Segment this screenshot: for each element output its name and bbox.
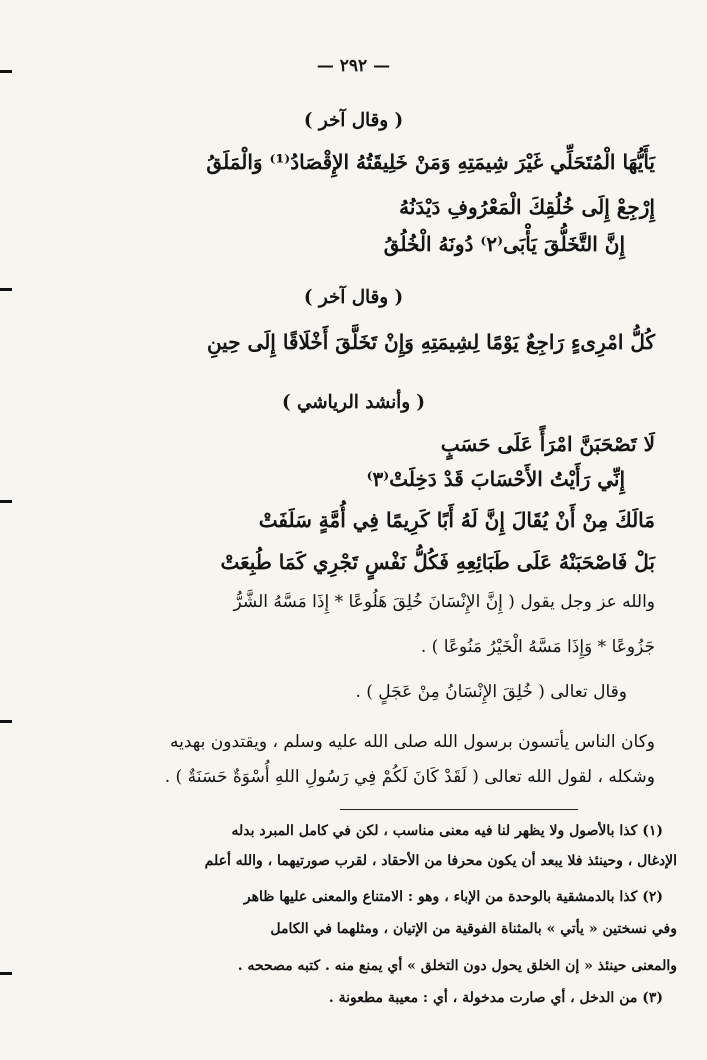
footnote-line: (٢) كذا بالدمشقية بالوحدة من الإباء ، وهو : الامتناع والمعنى عليها ظاهر (243, 889, 663, 905)
prose-line: وكان الناس يأتسون برسول الله صلى الله عليه وسلم ، ويقتدون بهديه (170, 732, 655, 752)
page-number: — ٢٩٢ — (316, 56, 391, 76)
verse-line: مَالَكَ مِنْ أَنْ يُقَالَ إِنَّ لَهُ أَبًا كَرِيمًا فِي أُمَّةٍ سَلَفَتْ (258, 508, 655, 532)
page-edge-mark (0, 720, 12, 723)
footnote-line: والمعنى حينئذ « إن الخلق يحول دون التخلق » أي يمنع منه . كتبه مصححه . (237, 958, 677, 974)
section-heading: ( وأنشد الرياشي ) (281, 392, 426, 413)
footnote-line: الإدغال ، وحينئذ فلا يبعد أن يكون محرفا من الأحقاد ، لقرب صورتيهما ، والله أعلم (204, 853, 677, 869)
footnote-line: (١) كذا بالأصول ولا يظهر لنا فيه معنى مناسب ، لكن في كامل المبرد بدله (231, 823, 663, 839)
footnote-line: وفي نسختين « يأتي » بالمثناة الفوقية من الإتيان ، ومثلهما في الكامل (270, 921, 677, 937)
footnote-line: (٣) من الدخل ، أي صارت مدخولة ، أي : معيبة مطعونة . (328, 990, 663, 1006)
section-heading: ( وقال آخر ) (303, 110, 404, 131)
page-edge-mark (0, 500, 12, 503)
section-heading: ( وقال آخر ) (303, 287, 404, 308)
verse-line: إِنَّ التَّخَلُّقَ يَأْبَى⁽٢⁾ دُونَهُ الْخُلُقُ (383, 232, 625, 256)
prose-line: وقال تعالى ( خُلِقَ الإِنْسَانُ مِنْ عَجَلٍ ) . (355, 682, 627, 702)
verse-line: بَلْ فَاصْحَبَنْهُ عَلَى طَبَائِعِهِ فَكُلُّ نَفْسٍ تَجْرِي كَمَا طُبِعَتْ (220, 550, 655, 574)
prose-line: وشكله ، لقول الله تعالى ( لَقَدْ كَانَ لَكُمْ فِي رَسُولِ اللهِ أُسْوَةٌ حَسَنَةٌ ) . (164, 767, 655, 787)
page-edge-mark (0, 972, 12, 975)
verse-line: كُلُّ امْرِىءٍ رَاجِعٌ يَوْمًا لِشِيمَتِهِ وَإِنْ تَخَلَّقَ أَخْلَاقًا إِلَى حِينِ (206, 330, 655, 354)
verse-line: إِرْجِعْ إِلَى خُلُقِكَ الْمَعْرُوفِ دَيْدَنُهُ (399, 195, 655, 219)
verse-line: لَا تَصْحَبَنَّ امْرَأً عَلَى حَسَبٍ (440, 432, 655, 456)
verse-line: إِنِّي رَأَيْتُ الأَحْسَابَ قَدْ دَخِلَتْ⁽٣⁾ (366, 467, 625, 491)
footnote-separator (340, 809, 578, 810)
verse-line: يَأَيُّهَا الْمُتَحَلِّي غَيْرَ شِيمَتِهِ وَمَنْ خَلِيقَتُهُ الإِقْصَادُ⁽¹⁾ وَالْمَلَقُ (206, 150, 655, 174)
prose-line: والله عز وجل يقول ( إِنَّ الإِنْسَانَ خُلِقَ هَلُوعًا * إِذَا مَسَّهُ الشَّرُّ (233, 592, 655, 612)
prose-line: جَزُوعًا * وَإِذَا مَسَّهُ الْخَيْرُ مَنُوعًا ) . (420, 637, 655, 657)
